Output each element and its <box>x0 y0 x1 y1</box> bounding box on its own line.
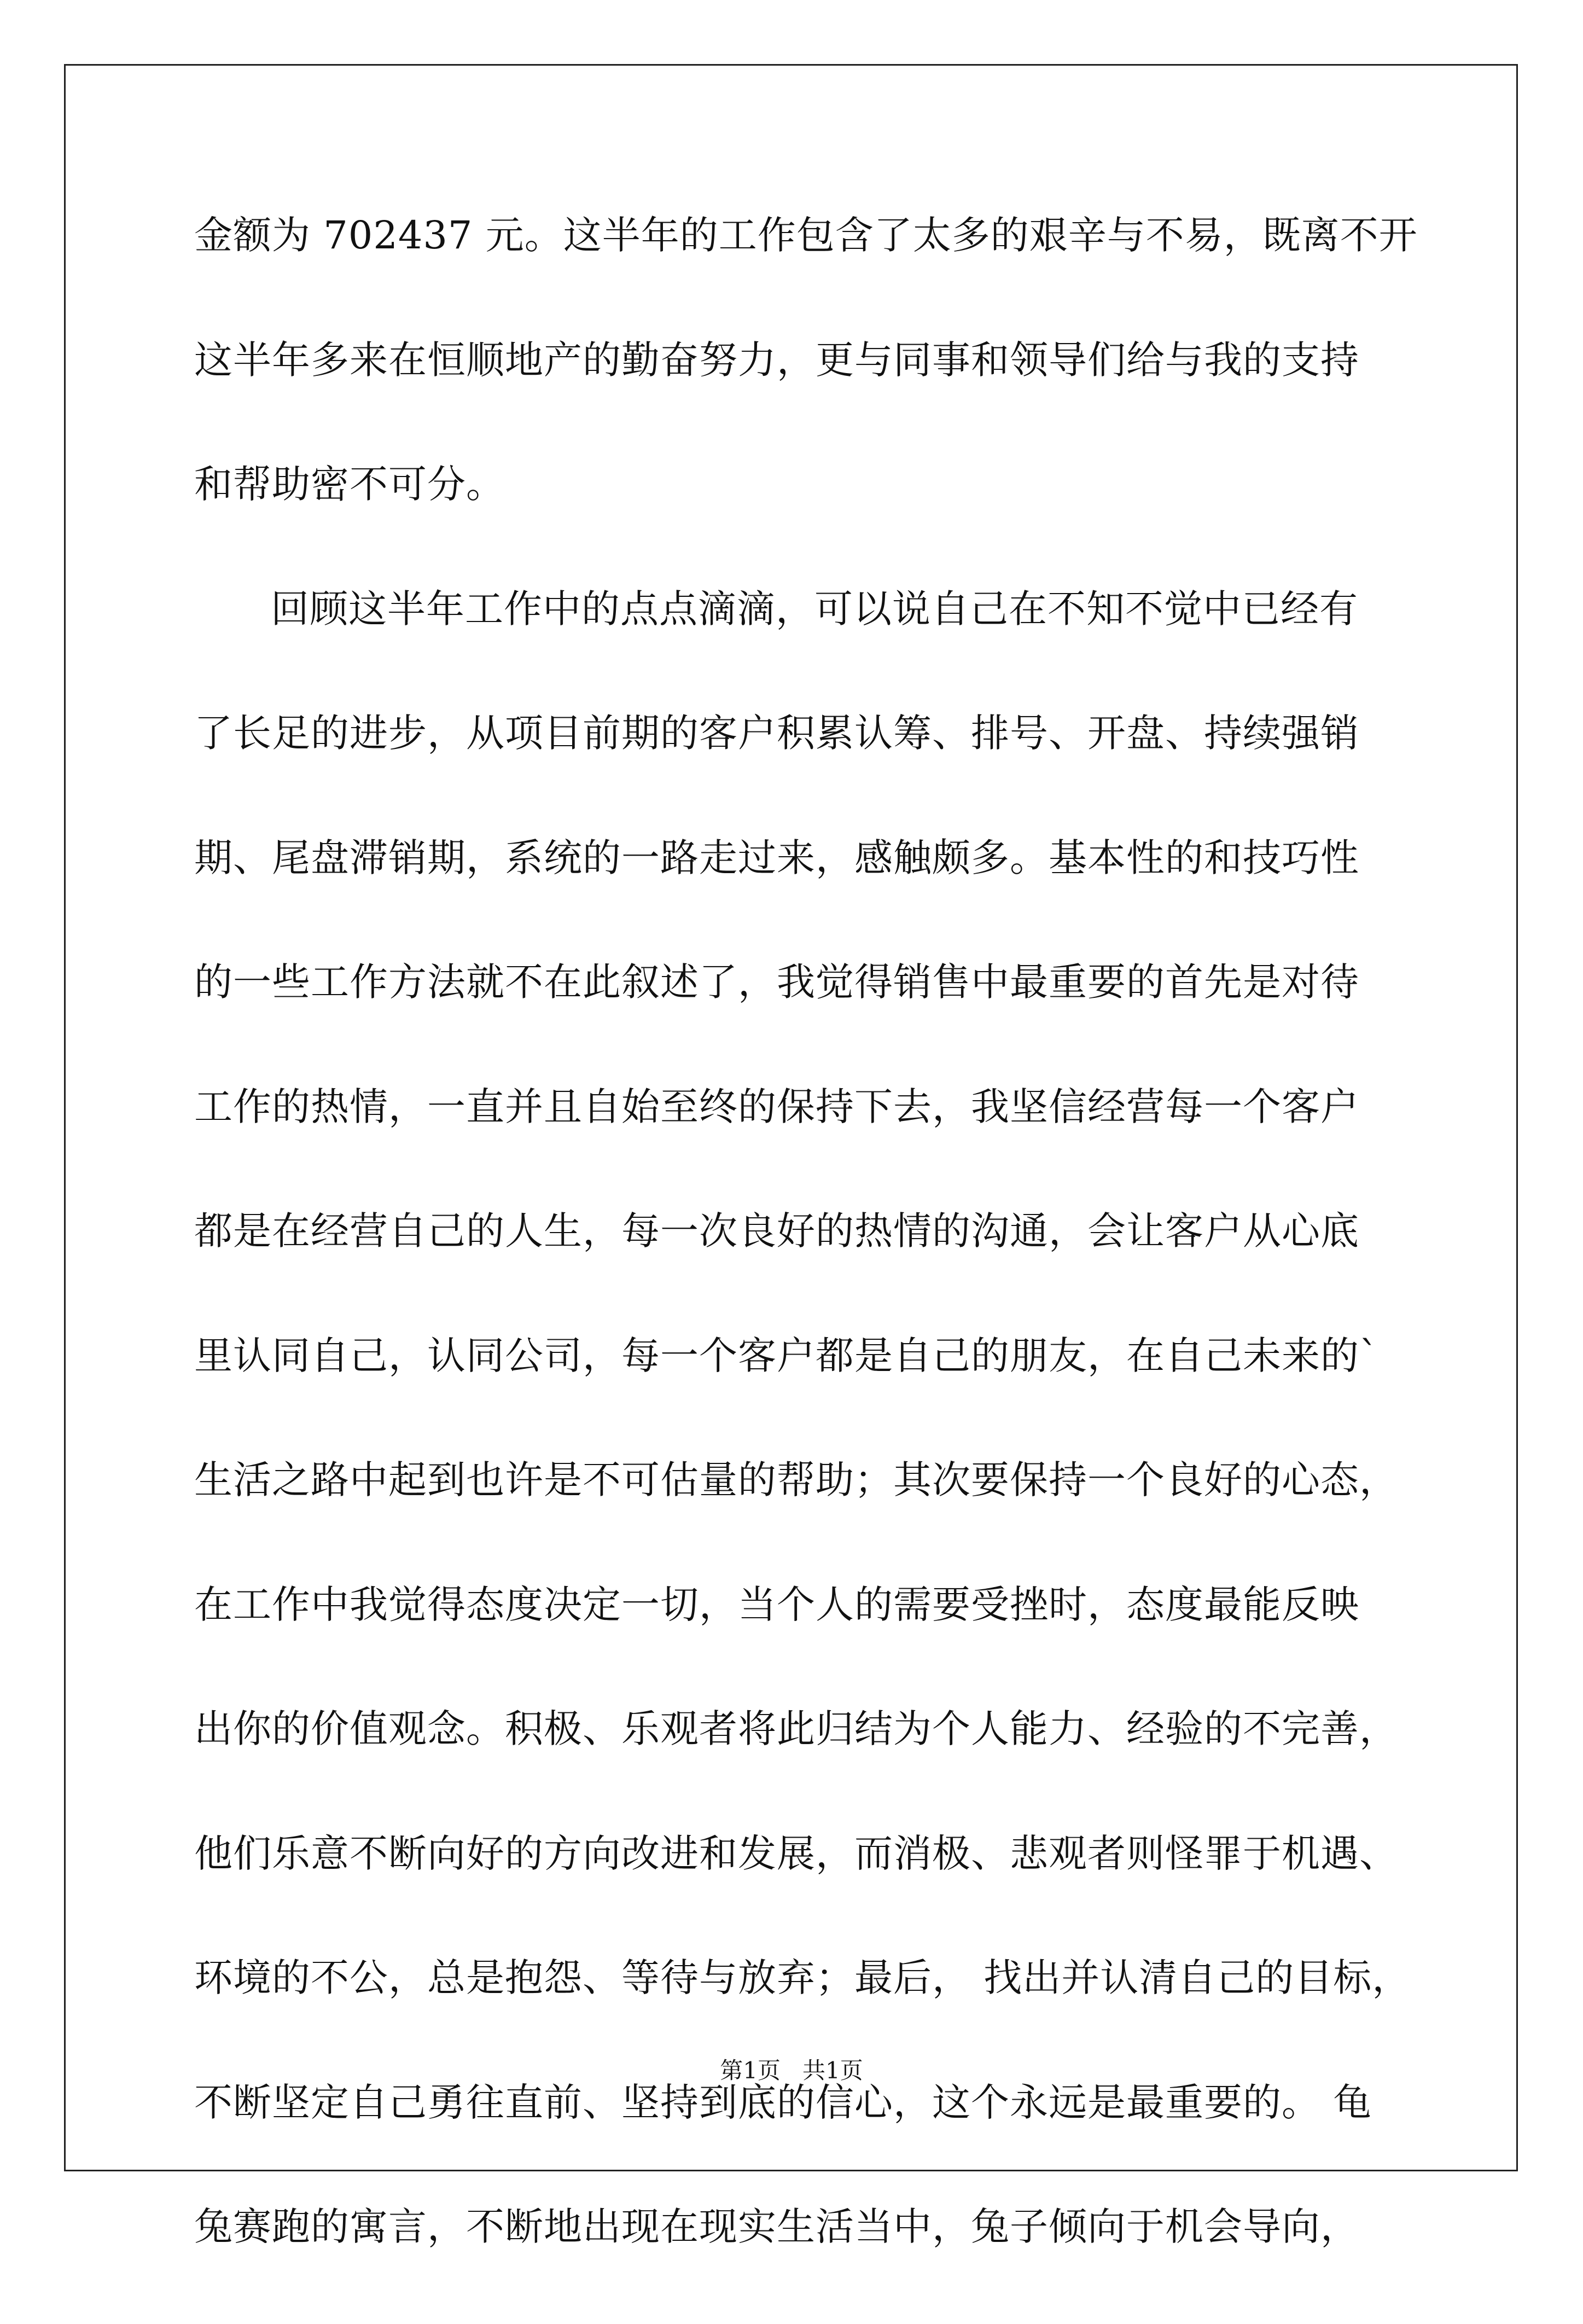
text-line: 这半年多来在恒顺地产的勤奋努力，更与同事和领导们给与我的支持 <box>194 337 1359 382</box>
text-line: 他们乐意不断向好的方向改进和发展，而消极、悲观者则怪罪于机遇、 <box>194 1831 1398 1876</box>
text-line: 不断坚定自己勇往直前、坚持到底的信心，这个永远是最重要的。 龟 <box>194 2079 1372 2125</box>
page-footer: 第1页 共1页 <box>720 2057 863 2084</box>
text-line: 了长足的进步，从项目前期的客户积累认筹、排号、开盘、持续强销 <box>194 711 1359 756</box>
paragraph-start-line: 回顾这半年工作中的点点滴滴，可以说自己在不知不觉中已经有 <box>271 586 1358 631</box>
text-line: 生活之路中起到也许是不可估量的帮助；其次要保持一个良好的心态， <box>194 1457 1398 1502</box>
text-line: 在工作中我觉得态度决定一切，当个人的需要受挫时，态度最能反映 <box>194 1582 1359 1627</box>
document-body <box>194 208 1418 2324</box>
text-line: 金额为 702437 元。这半年的工作包含了太多的艰辛与不易，既离不开 <box>194 213 1418 258</box>
text-line: 和帮助密不可分。 <box>194 462 505 507</box>
text-line: 都是在经营自己的人生，每一次良好的热情的沟通，会让客户从心底 <box>194 1209 1359 1253</box>
text-line: 期、尾盘滞销期，系统的一路走过来，感触颇多。基本性的和技巧性 <box>194 835 1359 880</box>
text-line: 工作的热情，一直并且自始至终的保持下去，我坚信经营每一个客户 <box>194 1084 1359 1129</box>
text-line: 兔赛跑的寓言，不断地出现在现实生活当中，兔子倾向于机会导向， <box>194 2204 1359 2249</box>
text-line: 的一些工作方法就不在此叙述了，我觉得销售中最重要的首先是对待 <box>194 960 1359 1004</box>
text-line: 环境的不公，总是抱怨、等待与放弃；最后， 找出并认清自己的目标， <box>194 1955 1411 2000</box>
text-line: 里认同自己，认同公司，每一个客户都是自己的朋友，在自己未来的` <box>194 1333 1379 1378</box>
text-line: 出你的价值观念。积极、乐观者将此归结为个人能力、经验的不完善， <box>194 1706 1398 1751</box>
